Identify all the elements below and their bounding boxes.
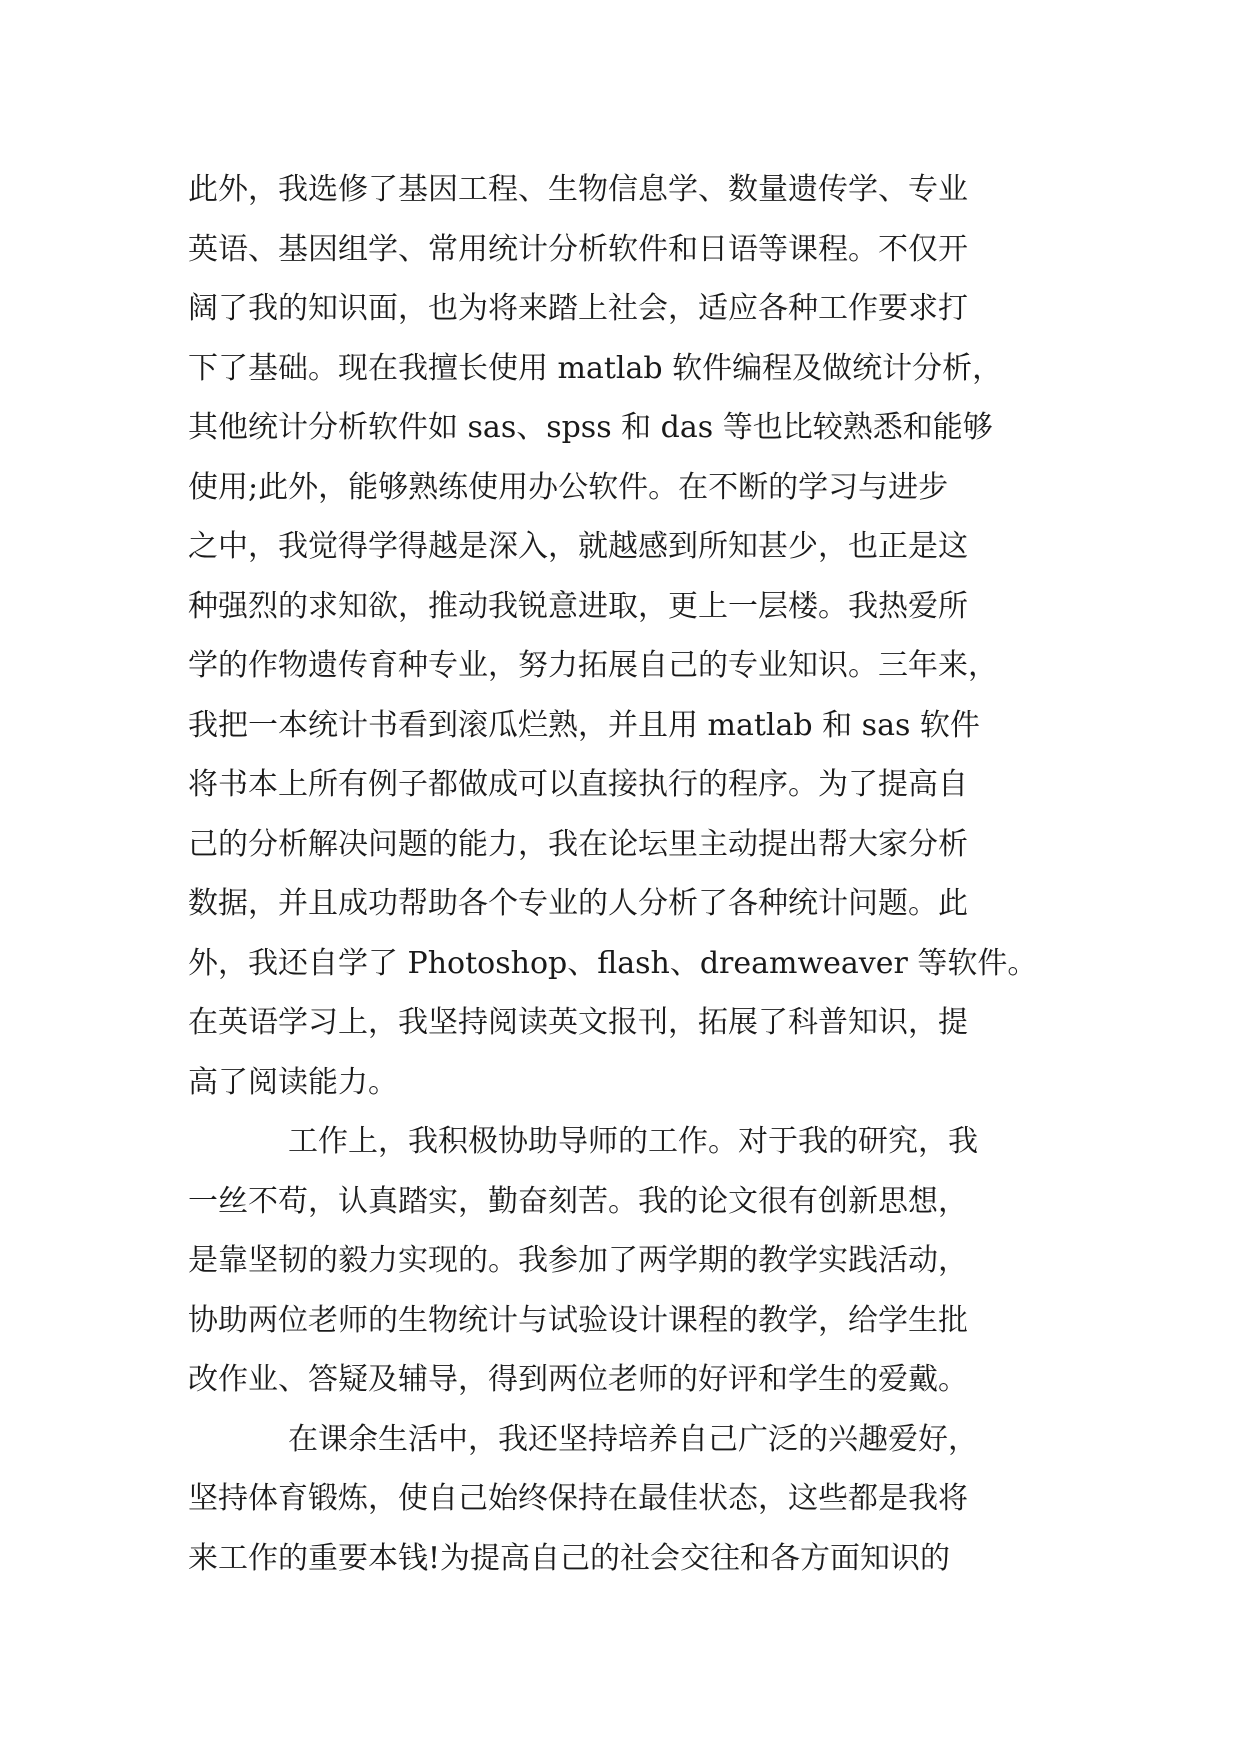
text-line: 将书本上所有例子都做成可以直接执行的程序。为了提高自 [188,767,968,802]
text-line: 坚持体育锻炼，使自己始终保持在最佳状态，这些都是我将 [188,1481,968,1516]
text-line: 在课余生活中，我还坚持培养自己广泛的兴趣爱好， [288,1421,978,1457]
paragraph-courses [188,160,1068,1112]
text-line: 其他统计分析软件如 sas、spss 和 das 等也比较熟悉和能够 [188,410,993,445]
text-line: 之中，我觉得学得越是深入，就越感到所知甚少，也正是这 [188,529,968,564]
text-line: 一丝不苟，认真踏实，勤奋刻苦。我的论文很有创新思想， [188,1183,968,1219]
text-line: 工作上，我积极协助导师的工作。对于我的研究，我 [288,1124,978,1159]
text-line: 阔了我的知识面，也为将来踏上社会，适应各种工作要求打 [188,291,968,326]
text-line: 下了基础。现在我擅长使用 matlab 软件编程及做统计分析， [188,350,1003,386]
text-line: 外，我还自学了 Photoshop、flash、dreamweaver 等软件。 [188,945,1038,981]
text-line: 高了阅读能力。 [188,1064,398,1100]
text-line: 是靠坚韧的毅力实现的。我参加了两学期的教学实践活动， [188,1243,968,1278]
text-line: 种强烈的求知欲，推动我锐意进取，更上一层楼。我热爱所 [188,588,968,624]
text-line: 己的分析解决问题的能力，我在论坛里主动提出帮大家分析 [188,826,968,862]
paragraph-hobbies [188,1410,1068,1589]
text-line: 改作业、答疑及辅导，得到两位老师的好评和学生的爱戴。 [188,1362,968,1397]
text-line: 数据，并且成功帮助各个专业的人分析了各种统计问题。此 [188,886,968,921]
text-line: 协助两位老师的生物统计与试验设计课程的教学，给学生批 [188,1302,968,1338]
text-line: 我把一本统计书看到滚瓜烂熟，并且用 matlab 和 sas 软件 [188,707,980,743]
text-line: 英语、基因组学、常用统计分析软件和日语等课程。不仅开 [188,231,968,267]
text-line: 使用;此外，能够熟练使用办公软件。在不断的学习与进步 [188,469,949,505]
text-line: 来工作的重要本钱!为提高自己的社会交往和各方面知识的 [188,1540,951,1576]
text-line: 在英语学习上，我坚持阅读英文报刊，拓展了科普知识，提 [188,1005,968,1040]
text-line: 学的作物遗传育种专业，努力拓展自己的专业知识。三年来， [188,648,998,683]
paragraph-work [188,1112,1068,1410]
body-text [188,160,1068,1588]
text-line: 此外，我选修了基因工程、生物信息学、数量遗传学、专业 [188,172,968,207]
